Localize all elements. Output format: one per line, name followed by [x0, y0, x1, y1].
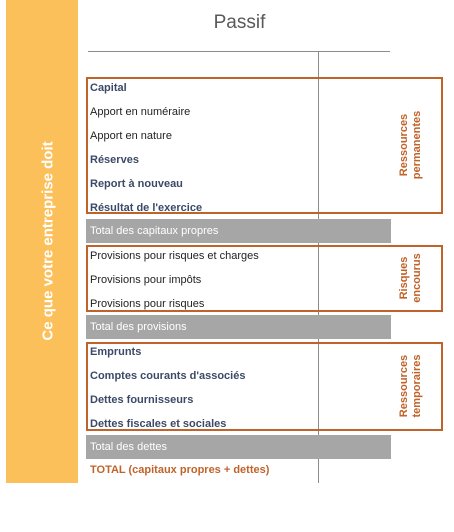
total-bar-capitaux: Total des capitaux propres: [86, 219, 391, 243]
row-resultat: Résultat de l'exercice: [90, 202, 203, 214]
group-label-permanent-resources: [398, 111, 424, 179]
total-bar-dettes: Total des dettes: [86, 435, 391, 459]
sidebar-title: Ce que votre entreprise doit: [39, 141, 57, 341]
row-emprunts: Emprunts: [90, 346, 142, 358]
row-prov-risques-charges: Provisions pour risques et charges: [90, 250, 259, 262]
group-label-line2: temporaires: [411, 354, 423, 418]
group-label-temporary-resources: [398, 355, 424, 418]
group-label-line2: encourus: [411, 253, 423, 303]
row-apport-nature: Apport en nature: [90, 130, 172, 142]
sidebar-band: [6, 0, 78, 483]
group-label-line1: Ressources: [398, 113, 410, 177]
page-title: Passif: [213, 12, 266, 33]
row-report-nouveau: Report à nouveau: [90, 178, 183, 190]
group-label-risks: [398, 253, 424, 303]
row-prov-risques: Provisions pour risques: [90, 298, 205, 310]
group-label-line2: permanentes: [411, 110, 423, 180]
group-label-line1: Risques: [398, 256, 410, 300]
total-bar-provisions: Total des provisions: [86, 315, 391, 339]
row-reserves: Réserves: [90, 154, 139, 166]
row-dettes-fiscales: Dettes fiscales et sociales: [90, 418, 227, 430]
group-label-line1: Ressources: [398, 354, 410, 418]
header-divider: [88, 51, 390, 52]
grand-total-label: TOTAL (capitaux propres + dettes): [90, 464, 270, 476]
row-dettes-fournisseurs: Dettes fournisseurs: [90, 394, 194, 406]
row-prov-impots: Provisions pour impôts: [90, 274, 202, 286]
row-capital: Capital: [90, 82, 127, 94]
row-apport-numeraire: Apport en numéraire: [90, 106, 191, 118]
group-box-permanent-resources: [86, 77, 443, 214]
row-comptes-courants: Comptes courants d'associés: [90, 370, 246, 382]
